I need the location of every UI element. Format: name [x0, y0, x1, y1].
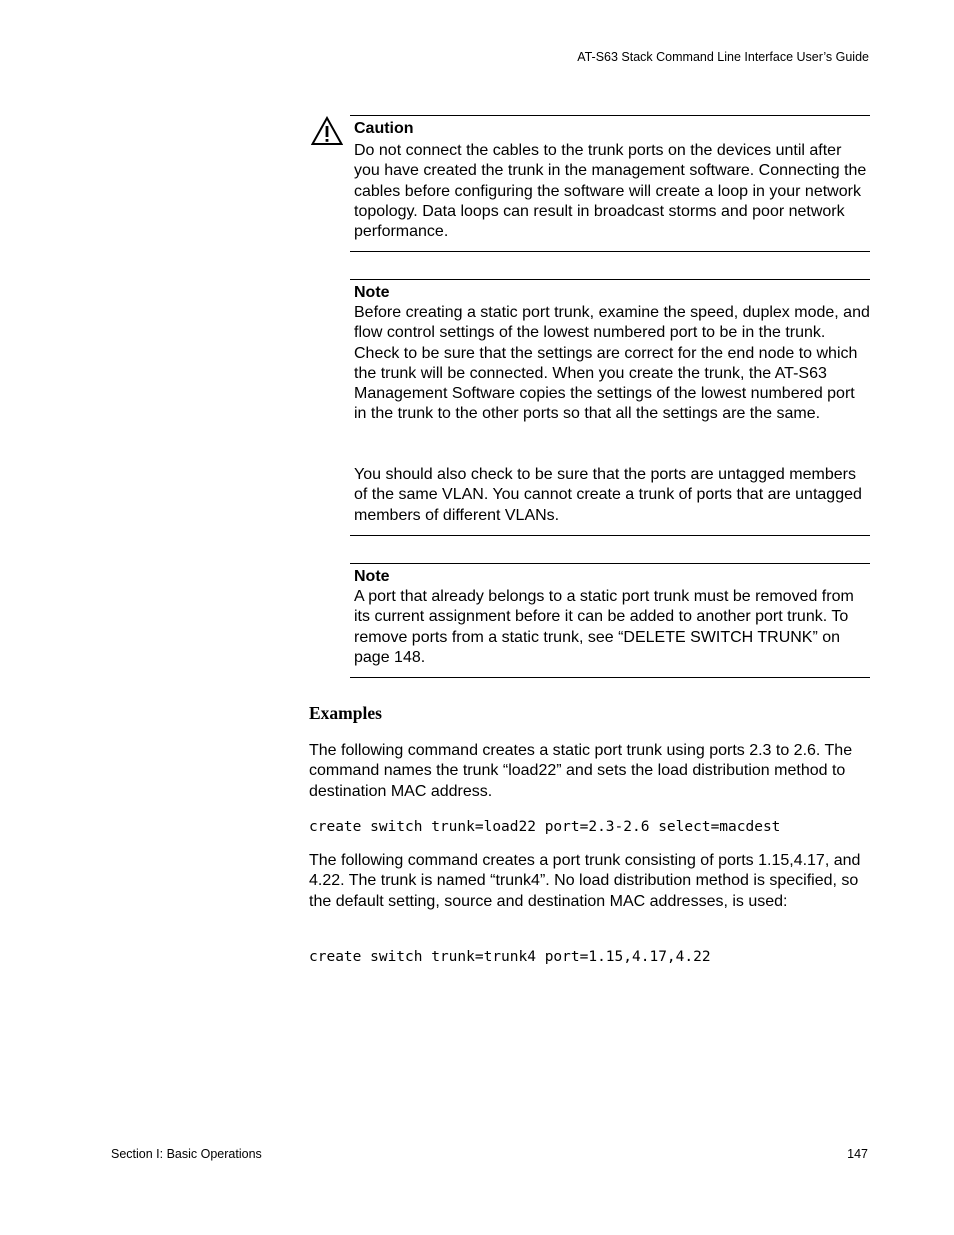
code-example-2: create switch trunk=trunk4 port=1.15,4.17,4.22: [309, 949, 711, 965]
caution-top-rule: [350, 115, 870, 116]
caution-text: Do not connect the cables to the trunk ports on the devices until after you have created the trunk in the management software. Connecting the cables before configuring the software will create a loop in your network topology. Data loops can result in broadcast storms and poor network performance.: [354, 142, 867, 241]
footer-section: Section I: Basic Operations: [111, 1147, 262, 1161]
note1-title: Note: [354, 284, 390, 301]
note1-bottom-rule: [350, 535, 870, 536]
note1-paragraph-1: Before creating a static port trunk, examine the speed, duplex mode, and flow control settings of the lowest numbered port to be in the trunk. Check to be sure that the settings are correct for the end node to which the trunk will be connected. When you create the trunk, the AT-S63 Management Software copies the settings of the lowest numbered port in the trunk to the other ports so that all the settings are the same.: [354, 304, 870, 423]
note2-title: Note: [354, 568, 390, 585]
note1-top-rule: [350, 279, 870, 280]
examples-heading: Examples: [309, 703, 382, 723]
warning-icon: [311, 116, 343, 146]
caution-title: Caution: [354, 120, 414, 137]
caution-bottom-rule: [350, 251, 870, 252]
code-example-1: create switch trunk=load22 port=2.3-2.6 select=macdest: [309, 819, 781, 835]
page-number: 147: [847, 1147, 868, 1161]
note2-top-rule: [350, 563, 870, 564]
examples-paragraph-2: The following command creates a port trunk consisting of ports 1.15,4.17, and 4.22. The trunk is named “trunk4”. No load distribution method is specified, so the default setting, source and destination MAC addresses, is used:: [309, 852, 861, 910]
note2-bottom-rule: [350, 677, 870, 678]
examples-paragraph-1: The following command creates a static port trunk using ports 2.3 to 2.6. The command names the trunk “load22” and sets the load distribution method to destination MAC address.: [309, 742, 853, 800]
note1-paragraph-2: You should also check to be sure that the ports are untagged members of the same VLAN. You cannot create a trunk of ports that are untagged members of different VLANs.: [354, 466, 862, 524]
note2-text: A port that already belongs to a static port trunk must be removed from its current assignment before it can be added to another port trunk. To remove ports from a static trunk, see “DELETE SWITCH TRUNK” on page 148.: [354, 588, 854, 666]
running-header: AT-S63 Stack Command Line Interface User’s Guide: [577, 50, 869, 64]
